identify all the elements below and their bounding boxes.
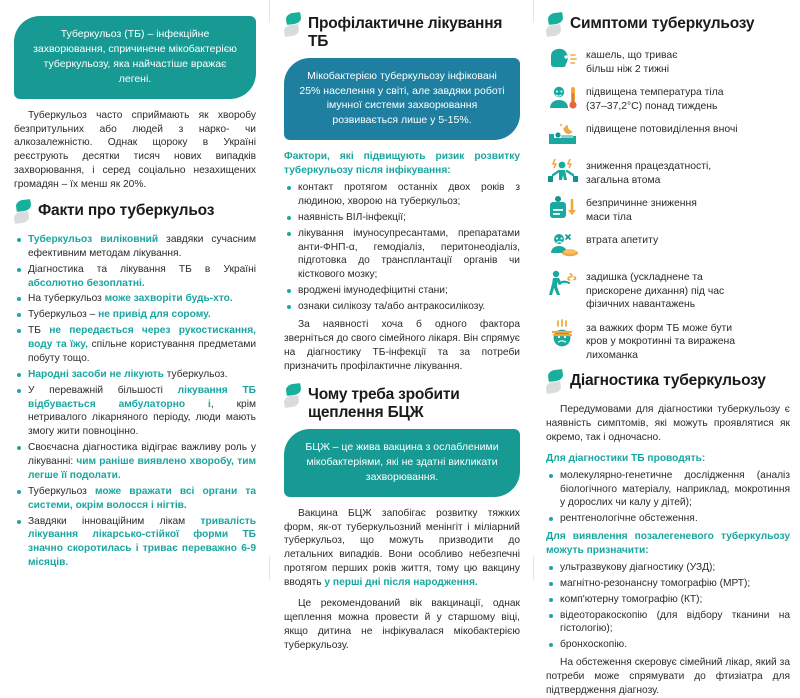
symptom-item (546, 120, 790, 150)
diagnostic-item: комп'ютерну томографію (КТ); (546, 593, 790, 607)
definition-banner: Туберкульоз (ТБ) – інфекційне захворювання, спричинене мікобактерією туберкульозу, яка найчастіше вражає легені. (14, 16, 256, 99)
intro-paragraph: Туберкульоз часто сприймають як хворобу безпритульних або людей з нарко- чи алкозалежністю. Однак щороку в Україні реєструють десятки тисяч нових випадків захворювання, і серед соціально незахищених громадян – їх менш як 20%. (14, 109, 256, 190)
diagnostic-item: ультразвукову діагностику (УЗД); (546, 561, 790, 575)
fact-item (14, 485, 256, 513)
diagnostics-intro: Передумовами для діагностики туберкульозу є наявність симптомів, які можуть проявлятися як окремо, так і одночасно. (546, 404, 790, 443)
symptom-item (546, 319, 790, 363)
fact-text: туберкульоз. (163, 368, 228, 380)
risk-factor-item: контакт протягом останніх двох років з людиною, хворою на туберкульоз; (284, 181, 520, 209)
symptom-label: задишка (ускладнене та прискорене дихання) під час фізичних навантажень (586, 272, 725, 311)
bcg-p1-text: Вакцина БЦЖ запобігає розвитку тяжких форм, як-от туберкульозний менінгіт і міліарний туберкульоз, що можуть призводити до летальних випадків. Вони особливо небезпечні протягом перших років життя, тому цю вакцину вводять (284, 507, 520, 589)
facts-heading (14, 199, 256, 226)
fact-text: На туберкульоз (28, 293, 105, 305)
fever-thermometer-icon (546, 83, 580, 113)
fact-item (14, 263, 256, 291)
column-symptoms-diagnostics (534, 0, 800, 696)
fact-text: Туберкульоз – (28, 309, 99, 321)
fact-highlight: тривалість лікування лікарсько-стійкої форми ТБ значно скоротилась і триває переважно 6-9 місяців. (28, 515, 256, 569)
appetite-loss-icon (546, 231, 580, 261)
prophylaxis-heading-title: Профілактичне лікування ТБ (308, 15, 503, 50)
fact-highlight: може захворіти будь-хто. (104, 293, 233, 305)
symptoms-list (546, 46, 790, 362)
fact-text: завдяки сучасним ефективним методам лікування. (28, 233, 256, 259)
facts-list (14, 233, 256, 570)
symptom-item (546, 157, 790, 187)
leaf-logo-icon (284, 13, 301, 39)
fact-item (14, 324, 256, 366)
fact-highlight: лікування ТБ відбувається амбулаторно і (28, 384, 256, 410)
fact-text: У переважній більшості (28, 384, 178, 396)
blood-sputum-icon (546, 319, 580, 349)
leaf-logo-icon (14, 200, 31, 226)
fact-item (14, 368, 256, 382)
infection-stats-banner: Мікобактерією туберкульозу інфіковані 25% населення у світі, але завдяки роботі імунної системи захворювання розвивається лише у 5-15%. (284, 58, 520, 141)
fact-highlight: може вражати всі органи та системи, окрім волосся і нігтів. (28, 485, 256, 511)
symptom-label: за важких форм ТБ може бути кров у мокротинні та виражена лихоманка (586, 322, 736, 361)
leaf-logo-icon (546, 370, 563, 396)
risk-factor-item: наявність ВІЛ-інфекції; (284, 211, 520, 225)
risk-factors-list (284, 181, 520, 314)
fact-highlight: абсолютно безоплатні. (28, 277, 145, 289)
bcg-heading-title: Чому треба зробити щеплення БЦЖ (308, 386, 460, 422)
fact-highlight: Народні засоби не лікують (28, 368, 164, 380)
leaf-logo-icon (546, 13, 563, 39)
risk-factor-item: ознаки силікозу та/або антракосилікозу. (284, 300, 520, 314)
fact-item (14, 233, 256, 261)
symptom-label: втрата апетиту (586, 235, 659, 247)
fact-text: Туберкульоз (28, 485, 95, 497)
facts-heading-title: Факти про туберкульоз (38, 201, 215, 219)
shortness-of-breath-icon (546, 268, 580, 298)
diagnostics-lead-1: Для діагностики ТБ проводять: (546, 452, 706, 464)
fact-item (14, 384, 256, 440)
fold-line-left-bottom (269, 556, 270, 580)
diagnostic-item: молекулярно-генетичне дослідження (аналіз біологічного матеріалу, наприклад, мокротиння у дорослих чи калу у дітей); (546, 469, 790, 511)
fact-text: ТБ (28, 325, 50, 337)
symptom-item (546, 46, 790, 76)
fact-text: спільне користування предметами побуту тощо. (28, 339, 257, 364)
fact-text: Своєчасна діагностика відіграє важливу роль у лікуванні: (28, 442, 256, 467)
fact-highlight: не привід для сорому. (98, 309, 211, 321)
diagnostics-list-2 (546, 561, 790, 652)
symptom-item (546, 268, 790, 312)
column-overview (0, 0, 270, 580)
fact-text: , крім нетривалого лікарняного періоду, люди мають змогу жити повноцінно. (28, 398, 256, 438)
symptom-item (546, 83, 790, 113)
diagnostic-item: відеоторакоскопію (для відбору тканини на гістологію); (546, 609, 790, 637)
night-sweats-bed-icon (546, 120, 580, 150)
fact-highlight: чим раніше виявлено хворобу, тим легше її подолати. (28, 456, 256, 481)
prophylaxis-heading (284, 12, 520, 51)
bcg-paragraph-1 (284, 507, 520, 590)
symptom-label: безпричинне зниження маси тіла (586, 198, 697, 223)
symptom-label: зниження працездатності, загальна втома (586, 161, 712, 186)
symptoms-heading-title: Симптоми туберкульозу (570, 15, 755, 32)
bcg-paragraph-2: Це рекомендований вік вакцинації, однак щеплення можна провести й у старшому віці, якщо дитина не інфікувалася мікобактерією туберкульозу. (284, 597, 520, 651)
bcg-banner: БЦЖ – це жива вакцина з ослабленими мікобактеріями, які не здатні викликати захворювання. (284, 429, 520, 497)
fold-line-left-top (269, 0, 270, 22)
diagnostics-lead-2: Для виявлення позалегеневого туберкульозу можуть призначити: (546, 531, 790, 557)
risk-factor-item: лікування імуносупресантами, препаратами анти-ФНП-α, гемодіаліз, перитонеодіаліз, підготовка до трансплантації органів чи кісткового мозку; (284, 227, 520, 283)
fact-highlight: не передається через рукостискання, воду та їжу, (28, 325, 256, 350)
fact-text: Діагностика та лікування ТБ в Україні (28, 263, 256, 275)
symptom-item (546, 231, 790, 261)
symptoms-heading (546, 12, 790, 39)
risk-factor-item: вроджені імунодефіцитні стани; (284, 284, 520, 298)
fact-item (14, 515, 256, 571)
diagnostic-item: магнітно-резонансну томографію (МРТ); (546, 577, 790, 591)
fact-item (14, 308, 256, 322)
fold-line-right-bottom (533, 556, 534, 580)
diagnostics-note: На обстеження скеровує сімейний лікар, який за потреби може спрямувати до фтизіатра для підтвердження діагнозу. (546, 657, 790, 696)
symptom-label: підвищене потовиділення вночі (586, 124, 738, 136)
risk-note-paragraph: За наявності хоча б одного фактора зверніться до свого сімейного лікаря. Він спрямує на діагностику ТБ-інфекції та за потреби призначить профілактичне лікування. (284, 318, 520, 372)
bcg-heading (284, 383, 520, 422)
fact-text: Завдяки інноваційним лікам (28, 515, 201, 527)
leaf-logo-icon (284, 384, 301, 410)
symptom-item (546, 194, 790, 224)
weight-loss-scale-icon (546, 194, 580, 224)
diagnostics-heading-title: Діагностика туберкульозу (570, 372, 766, 390)
bcg-p1-highlight: у перші дні після народження. (324, 577, 478, 589)
diagnostic-item: рентгенологічне обстеження. (546, 512, 790, 526)
fact-item (14, 292, 256, 306)
fold-line-right-top (533, 0, 534, 22)
fatigue-person-icon (546, 157, 580, 187)
column-prophylaxis (270, 0, 534, 651)
fact-item (14, 441, 256, 483)
diagnostic-item: бронхоскопію. (546, 638, 790, 652)
cough-head-icon (546, 46, 580, 76)
symptom-label: кашель, що триває більш ніж 2 тижні (586, 50, 678, 75)
diagnostics-list-1 (546, 469, 790, 527)
symptom-label: підвищена температура тіла (37–37,2°C) понад тиждень (586, 87, 724, 112)
risk-factors-lead: Фактори, які підвищують ризик розвитку туберкульозу після інфікування: (284, 151, 520, 177)
diagnostics-heading (546, 369, 790, 396)
fact-highlight: Туберкульоз виліковний (28, 233, 159, 245)
